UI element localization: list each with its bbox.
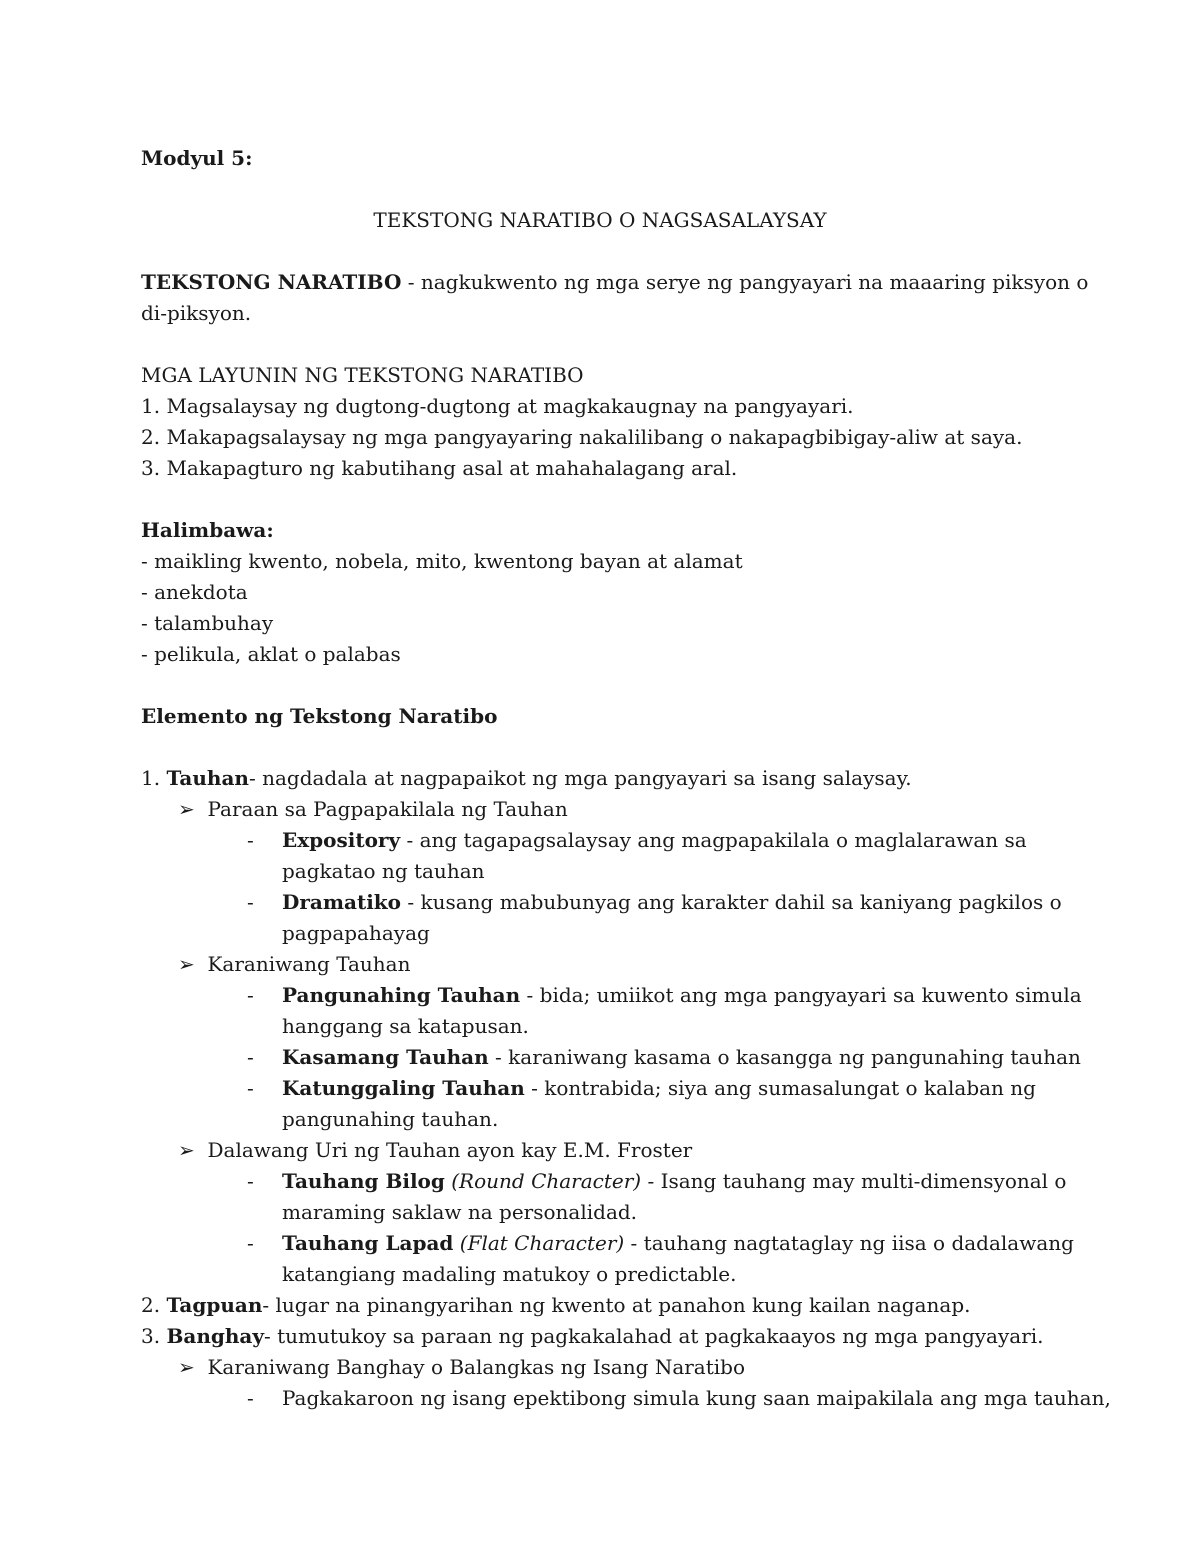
arrow-bullet-icon: ➢ [178,1355,195,1379]
sub-item-continuation: maraming saklaw na personalidad. [282,1200,638,1224]
element-term: Tauhan [166,766,249,790]
objective-item: 1. Magsalaysay ng dugtong-dugtong at magkakaugnay na pangyayari. [141,394,854,418]
sub-item-tauhang-lapad [282,1228,1074,1259]
dash-bullet-icon: - [247,828,254,852]
arrow-bullet-icon: ➢ [178,797,195,821]
sub-item-continuation: pagkatao ng tauhan [282,859,485,883]
objectives-heading: MGA LAYUNIN NG TEKSTONG NARATIBO [141,363,584,387]
sub-heading-label: Karaniwang Banghay o Balangkas ng Isang Naratibo [207,1355,746,1379]
sub-item-term: Katunggaling Tauhan [282,1076,525,1100]
sub-heading-paraan [178,794,568,825]
definition-term: TEKSTONG NARATIBO [141,270,402,294]
sub-item-katunggaling [282,1073,1036,1104]
element-text: - nagdadala at nagpapaikot ng mga pangyayari sa isang salaysay. [248,766,912,790]
dash-bullet-icon: - [247,1386,254,1410]
objective-item: 2. Makapagsalaysay ng mga pangyayaring nakalilibang o nakapagbibigay-aliw at saya. [141,425,1023,449]
sub-item-kasamang [282,1042,1081,1073]
objective-item: 3. Makapagturo ng kabutihang asal at mahahalagang aral. [141,456,738,480]
element-text: - lugar na pinangyarihan ng kwento at panahon kung kailan naganap. [262,1293,971,1317]
sub-item-text: - Isang tauhang may multi-dimensyonal o [641,1169,1067,1193]
example-item: - pelikula, aklat o palabas [141,642,401,666]
sub-heading-karaniwang-banghay [178,1352,745,1383]
sub-item-term: Expository [282,828,401,852]
sub-item-simula: Pagkakaroon ng isang epektibong simula kung saan maipakilala ang mga tauhan, [282,1386,1111,1410]
dash-bullet-icon: - [247,1169,254,1193]
sub-item-term: Kasamang Tauhan [282,1045,489,1069]
dash-bullet-icon: - [247,1076,254,1100]
sub-item-continuation: pangunahing tauhan. [282,1107,499,1131]
dash-bullet-icon: - [247,1231,254,1255]
sub-heading-karaniwang-tauhan [178,949,410,980]
definition-line-2: di-piksyon. [141,301,252,325]
element-number: 1. [141,766,167,790]
page-title: TEKSTONG NARATIBO O NAGSASALAYSAY [373,208,827,232]
elements-heading: Elemento ng Tekstong Naratibo [141,704,498,728]
sub-item-term: Tauhang Bilog [282,1169,445,1193]
dash-bullet-icon: - [247,890,254,914]
dash-bullet-icon: - [247,983,254,1007]
sub-item-text: - tauhang nagtataglay ng iisa o dadalawang [624,1231,1074,1255]
arrow-bullet-icon: ➢ [178,1138,195,1162]
arrow-bullet-icon: ➢ [178,952,195,976]
sub-item-text: - kontrabida; siya ang sumasalungat o kalaban ng [524,1076,1036,1100]
sub-item-english-term: (Round Character) [451,1169,642,1193]
sub-item-continuation: hanggang sa katapusan. [282,1014,529,1038]
example-item: - talambuhay [141,611,274,635]
sub-item-text: - ang tagapagsalaysay ang magpapakilala o maglalarawan sa [400,828,1027,852]
sub-heading-label: Karaniwang Tauhan [207,952,411,976]
element-text: - tumutukoy sa paraan ng pagkakalahad at pagkakaayos ng mga pangyayari. [263,1324,1044,1348]
module-label: Modyul 5: [141,146,253,170]
element-number: 2. [141,1293,167,1317]
dash-bullet-icon: - [247,1045,254,1069]
definition-line-1 [141,267,1088,298]
sub-item-pangunahing [282,980,1082,1011]
sub-heading-label: Dalawang Uri ng Tauhan ayon kay E.M. Froster [207,1138,693,1162]
element-number: 3. [141,1324,167,1348]
sub-item-continuation: pagpapahayag [282,921,430,945]
sub-item-term: Dramatiko [282,890,401,914]
sub-item-term: Tauhang Lapad [282,1231,454,1255]
element-banghay [141,1321,1044,1352]
element-term: Banghay [166,1324,264,1348]
definition-text-1: - nagkukwento ng mga serye ng pangyayari na maaaring piksyon o [401,270,1089,294]
sub-item-expository [282,825,1027,856]
sub-item-tauhang-bilog [282,1166,1066,1197]
sub-item-text: - kusang mabubunyag ang karakter dahil sa kaniyang pagkilos o [401,890,1062,914]
sub-item-dramatiko [282,887,1062,918]
example-item: - maikling kwento, nobela, mito, kwentong bayan at alamat [141,549,743,573]
sub-item-text: - karaniwang kasama o kasangga ng pangunahing tauhan [488,1045,1081,1069]
element-tauhan [141,763,912,794]
element-term: Tagpuan [166,1293,263,1317]
sub-item-text: - bida; umiikot ang mga pangyayari sa kuwento simula [520,983,1082,1007]
sub-item-continuation: katangiang madaling matukoy o predictable. [282,1262,737,1286]
sub-item-english-term: (Flat Character) [459,1231,625,1255]
sub-item-term: Pangunahing Tauhan [282,983,521,1007]
sub-heading-label: Paraan sa Pagpapakilala ng Tauhan [207,797,568,821]
examples-heading: Halimbawa: [141,518,274,542]
example-item: - anekdota [141,580,248,604]
sub-heading-dalawang-uri [178,1135,692,1166]
element-tagpuan [141,1290,970,1321]
